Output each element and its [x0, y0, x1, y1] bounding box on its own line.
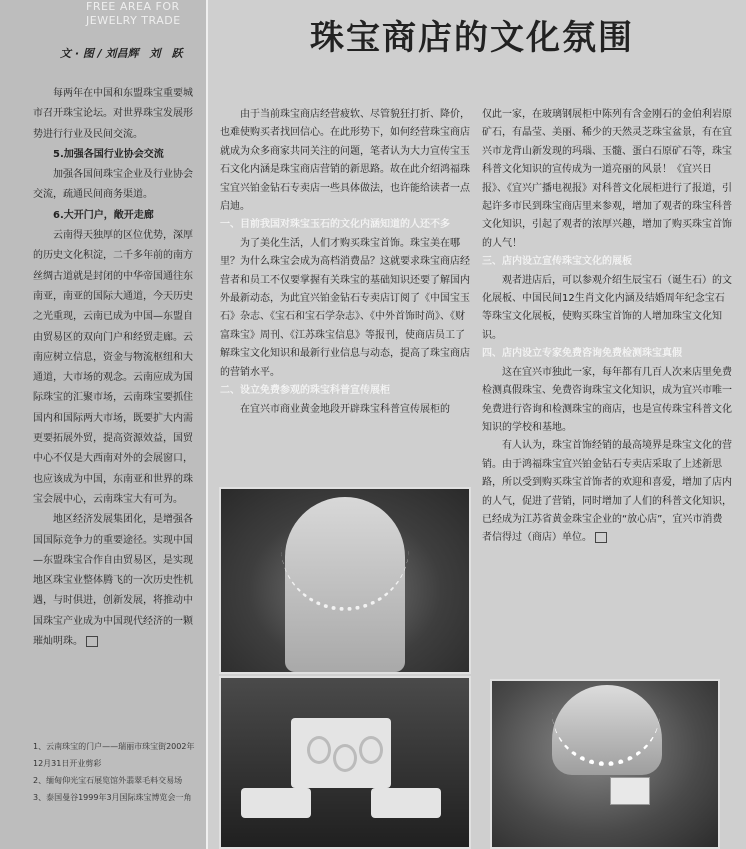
caption-1: 1、云南珠宝的门户——瑞丽市珠宝街2002年12月31日开业剪彩 — [33, 742, 195, 768]
article-title: 珠宝商店的文化氛围 — [310, 18, 634, 58]
intro-paragraph: 由于当前珠宝商店经营疲软、尽管貌狂打折、降价，也难使购买者找回信心。在此形势下，如何经营珠宝商店就成为众多商家共同关注的问题，笔者认为大力宣传宝玉石文化内涵是珠宝商店营销的新思路。故在此介绍鸿福珠宝宜兴铂金钻石专卖店一些具体做法，也许能给读者一点启迪。 — [220, 109, 470, 213]
price-tag — [610, 777, 650, 805]
photo-necklace-bust — [490, 679, 720, 849]
section-heading-1: 一、目前我国对珠宝玉石的文化内涵知道的人还不多 — [220, 219, 450, 231]
column-divider — [206, 0, 208, 849]
section-heading-2: 二、设立免费参观的珠宝科普宣传展柜 — [220, 385, 390, 397]
paragraph: 这在宜兴市独此一家，每年都有几百人次来店里免费检测真假珠宝、免费咨询珠宝文化知识，成为宜兴市唯一免费进行咨询和检测珠宝的商店，也是宣传珠宝科普文化知识的学校和基地。 — [482, 366, 732, 433]
photo-rings-display — [219, 676, 471, 849]
caption-3: 3、泰国曼谷1999年3月国际珠宝博览会一角 — [33, 793, 192, 802]
ring-icon — [333, 744, 357, 772]
ring-icon — [359, 736, 383, 764]
section-heading-4: 四、店内设立专家免费咨询免费检测珠宝真假 — [482, 348, 682, 360]
section-heading: 5.加强各国行业协会交流 — [53, 148, 164, 160]
photo-necklace-display — [219, 487, 471, 674]
paragraph: 加强各国间珠宝企业及行业协会交流，疏通民间商务渠道。 — [33, 169, 193, 201]
watermark-line-2: JEWELRY TRADE — [86, 14, 181, 27]
display-stand — [241, 788, 311, 818]
left-column-text — [33, 84, 199, 652]
paragraph — [482, 437, 732, 547]
display-stand — [371, 788, 441, 818]
end-mark-icon — [86, 636, 98, 647]
paragraph-text: 地区经济发展集团化，是增强各国国际竞争力的重要途径。实现中国—东盟珠宝合作自由贸易区，是实现地区珠宝业整体腾飞的一次历史性机遇，与时俱进，创新发展，将推动中国珠宝产业成为中国现代经济的一颗璀灿明珠。 — [33, 514, 193, 648]
watermark-line-1: FREE AREA FOR — [86, 0, 180, 13]
main-column-2 — [482, 106, 732, 548]
end-mark-icon — [595, 532, 607, 543]
paragraph — [33, 510, 199, 652]
ring-icon — [307, 736, 331, 764]
main-column-1 — [220, 106, 470, 419]
paragraph: 在宜兴市商业黄金地段开辟珠宝科普宣传展柜的 — [240, 403, 450, 415]
section-heading: 6.大开门户，敞开走廊 — [53, 209, 154, 221]
caption-2: 2、缅甸仰光宝石展览馆外翡翠毛料交易场 — [33, 776, 183, 785]
paragraph: 云南得天独厚的区位优势，深厚的历史文化积淀，二千多年前的南方丝绸古道就是封闭的中华帝国通往东南亚，南亚的国际大通道，今天历史之光重现，云南已成为中国—东盟自由贸易区的双向门户和经贸走廊。云南应树立信息，资金与物流枢纽和大通道，大市场的观念。云南应成为国际珠宝的汇聚市场，云南珠宝要抓住国内和国际两大市场，既要扩大内需更要拓展外贸，提高资源效益，国贸中心不仅是大西南对外的会展窗口，也应该成为中国，东南亚和世界的珠宝会展中心，云南珠宝大有可为。 — [33, 230, 193, 505]
paragraph: 每两年在中国和东盟珠宝重要城市召开珠宝论坛。对世界珠宝发展形势进行行业及民间交流。 — [33, 88, 193, 140]
paragraph-text: 有人认为，珠宝首饰经销的最高境界是珠宝文化的营销。由于鸿福珠宝宜兴铂金钻石专卖店采取了上述新思路，所以受到购买珠宝首饰者的欢迎和喜爱，增加了店内的人气，促进了营销，同时增加了人们的科普文化知识，已经成为江苏省黄金珠宝企业的“放心店”，宜兴市消费者信得过（商店）单位。 — [482, 440, 732, 544]
paragraph: 为了美化生活，人们才购买珠宝首饰。珠宝美在哪里？为什么珠宝会成为高档消费品？这就要求珠宝商店经营者和员工不仅要掌握有关珠宝的基础知识还要了解国内外最新动态，为此宜兴铂金钻石专卖店订阅了《中国宝玉石》杂志、《宝石和宝石学杂志》、《中外首饰时尚》、《财富珠宝》周刊、《江苏珠宝信息》等报刊，使商店员工了解珠宝文化知识和最新行业信息与动态，提高了珠宝商店的营销水平。 — [220, 237, 470, 378]
byline: 文 · 图 / 刘昌辉 刘 跃 — [60, 47, 183, 60]
paragraph: 观者进店后，可以参观介绍生辰宝石（诞生石）的文化展板、中国民间12生肖文化内涵及结婚周年纪念宝石等珠宝文化展板，使购买珠宝首饰的人增加珠宝文化知识。 — [482, 274, 732, 341]
header-watermark — [86, 0, 204, 28]
paragraph: 仅此一家，在玻璃钢展柜中陈列有含金刚石的金伯利岩原矿石，有晶莹、美丽、稀少的天然灵芝珠宝盆景，有在宜兴市龙背山新发现的玛瑙、玉髓、蛋白石原矿石等，珠宝科普文化知识的宣传成为一道亮丽的风景！《宜兴日报》、《宜兴广播电视报》对科普文化展柜进行了报道，引起许多市民到珠宝商店里来参观，增加了观者的珠宝科普文化知识，引起了观者的浓厚兴趣，增加了购买珠宝首饰的人气！ — [482, 109, 732, 249]
section-heading-3: 三、店内设立宣传珠宝文化的展板 — [482, 256, 632, 268]
photo-captions — [33, 738, 203, 806]
